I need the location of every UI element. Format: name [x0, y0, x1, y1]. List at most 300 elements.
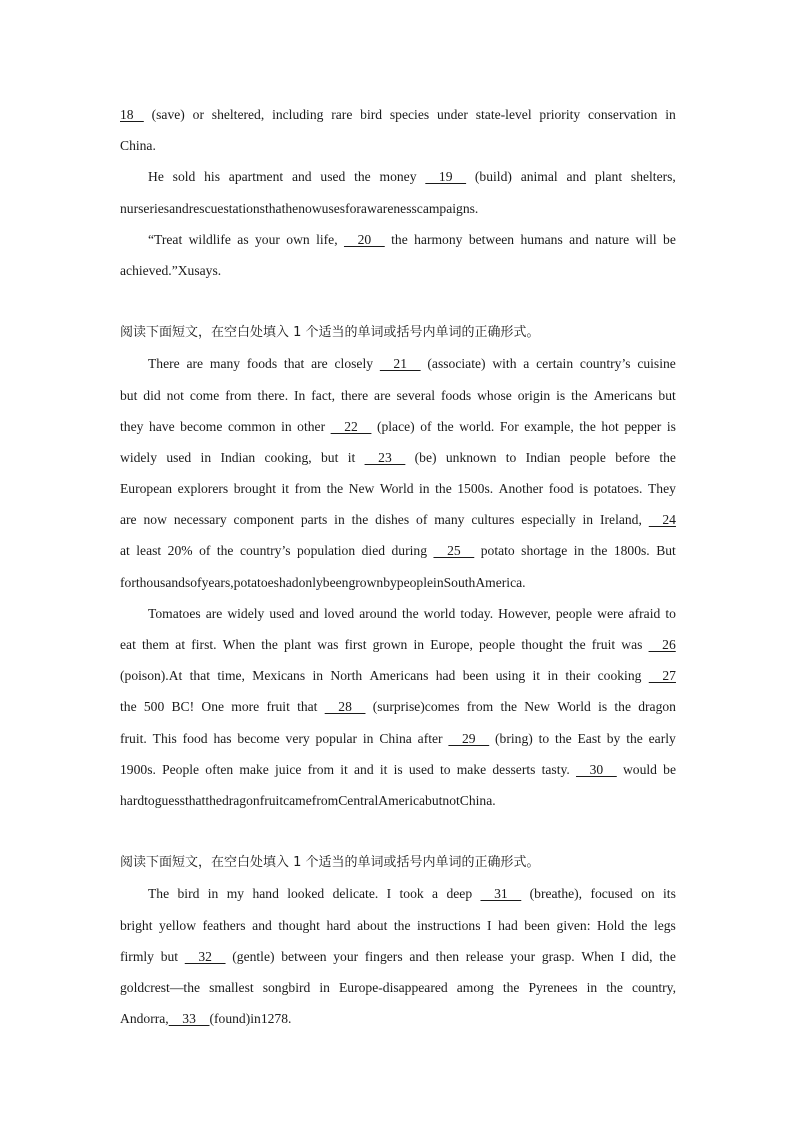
word: 1278. — [260, 1011, 292, 1027]
word: are — [186, 356, 204, 372]
word: the — [555, 730, 572, 746]
word: is — [556, 387, 566, 403]
word: But — [656, 543, 676, 559]
word: but — [658, 387, 676, 403]
word: used — [408, 761, 434, 777]
text-line — [120, 535, 676, 566]
word: grasp. — [541, 948, 575, 964]
word: state-level — [475, 107, 532, 122]
word: took — [399, 886, 424, 902]
word: make — [456, 761, 487, 777]
word: achieved.” — [120, 262, 178, 278]
answer-blank: 19 — [425, 169, 467, 185]
word: were — [597, 605, 624, 621]
word: the — [614, 699, 631, 715]
word: that — [297, 699, 318, 715]
word: parts — [300, 512, 328, 528]
word: yellow — [159, 917, 197, 933]
word: it — [340, 761, 348, 777]
word: Americans — [369, 668, 429, 684]
word: the — [502, 979, 520, 995]
word: not — [166, 387, 184, 403]
word: the — [354, 169, 371, 185]
word: He — [148, 169, 164, 185]
word: it — [379, 761, 388, 777]
word: (breathe), — [529, 886, 583, 902]
word: juice — [275, 761, 302, 777]
word: release — [465, 948, 504, 964]
word: about — [357, 917, 388, 933]
word: is — [393, 761, 403, 777]
word: them — [141, 637, 170, 652]
word: the — [626, 730, 643, 746]
text-line — [120, 442, 676, 473]
word: the — [351, 512, 369, 528]
word: from — [466, 699, 494, 715]
word: he — [285, 200, 299, 216]
word: come — [189, 387, 220, 403]
word: songbird — [262, 979, 311, 995]
word: after — [417, 730, 443, 746]
word: by — [606, 730, 621, 746]
text-line — [120, 161, 676, 192]
word: had — [435, 668, 456, 684]
word: country’s — [239, 543, 291, 559]
word: own — [286, 231, 310, 247]
word: plant — [594, 169, 623, 185]
word: did — [143, 387, 161, 403]
word: species — [389, 107, 430, 122]
word: to — [505, 449, 517, 465]
word: the — [500, 699, 518, 715]
word: East — [577, 730, 601, 746]
word: (place) — [376, 418, 415, 434]
word: 1900s. — [120, 761, 156, 777]
paragraph — [120, 878, 676, 1034]
word: Andorra, — [120, 1011, 169, 1027]
word: When — [581, 948, 614, 964]
word: from — [225, 387, 252, 403]
word: at — [175, 637, 186, 652]
word: fruit — [259, 792, 284, 808]
word: as — [237, 231, 249, 247]
word: focused — [590, 886, 633, 902]
word: it — [281, 481, 290, 497]
word: for — [345, 200, 361, 216]
passage — [120, 286, 676, 816]
word: people — [478, 637, 516, 652]
word: sold — [172, 169, 196, 185]
word: cuisine — [637, 356, 676, 372]
word: awareness — [360, 200, 417, 216]
word: potatoes — [233, 574, 279, 590]
word: his — [204, 169, 220, 185]
word: several — [396, 387, 436, 403]
word: to — [665, 605, 676, 621]
word: in — [207, 886, 219, 902]
word: been — [462, 668, 489, 684]
word: but — [425, 792, 443, 808]
word: using — [495, 668, 526, 684]
word: be — [663, 231, 676, 247]
word: (bring) — [495, 730, 533, 746]
word: looked — [287, 886, 325, 902]
word: World — [379, 481, 414, 497]
text-line — [120, 99, 676, 130]
word: make — [239, 761, 269, 777]
word: component — [233, 512, 294, 528]
word: from — [311, 792, 339, 808]
word: There — [148, 356, 180, 372]
text-line — [120, 380, 676, 411]
passage — [120, 99, 676, 286]
text-line — [120, 1003, 676, 1034]
text-line — [120, 224, 676, 255]
word: Ireland, — [599, 512, 642, 528]
text-line — [120, 723, 676, 754]
word: of — [420, 418, 432, 434]
passage — [120, 816, 676, 1034]
word: on — [641, 886, 655, 902]
word: for — [120, 574, 136, 590]
word: used — [320, 169, 346, 185]
word: are — [205, 605, 223, 621]
word: bright — [120, 917, 153, 933]
word: New — [348, 481, 375, 497]
word: had — [498, 917, 518, 933]
word: apartment — [228, 169, 284, 185]
word: grown — [348, 574, 384, 590]
word: in — [573, 543, 585, 559]
answer-blank: 30 — [576, 761, 617, 777]
word: (save) — [151, 107, 185, 122]
word: in — [334, 512, 345, 528]
word: has — [213, 730, 232, 746]
word: legs — [653, 917, 676, 933]
word: in — [319, 979, 330, 995]
word: in — [665, 107, 676, 122]
word: Tomatoes — [148, 605, 201, 621]
word: For — [499, 418, 519, 434]
word: People — [162, 761, 200, 777]
word: and — [299, 605, 319, 621]
word: (gentle) — [232, 948, 275, 964]
word: in — [281, 418, 292, 434]
word: came — [283, 792, 312, 808]
word: potato — [480, 543, 515, 559]
word: This — [152, 730, 177, 746]
word: food — [182, 730, 208, 746]
word: campaigns. — [416, 200, 479, 216]
word: (found)in — [209, 1011, 261, 1027]
word: that — [264, 200, 286, 216]
word: to — [538, 730, 550, 746]
word: country’s — [579, 356, 631, 372]
word: widely — [227, 605, 265, 621]
word: it — [532, 668, 541, 684]
word: the — [435, 481, 452, 497]
word: the — [569, 637, 586, 652]
word: a — [432, 886, 439, 902]
text-line — [120, 567, 676, 598]
word: 1500s. — [457, 481, 494, 497]
word: explorers — [177, 481, 229, 497]
word: grown — [372, 637, 408, 652]
word: during — [391, 543, 427, 559]
word: Europe-disappeared — [339, 979, 448, 995]
text-line — [120, 972, 676, 1003]
word: my — [226, 886, 245, 902]
word: shortage — [521, 543, 568, 559]
word: hard — [326, 917, 351, 933]
answer-blank: 26 — [648, 637, 676, 652]
word: among — [456, 979, 494, 995]
word: fruit. — [120, 730, 147, 746]
word: from — [294, 481, 322, 497]
word: a — [523, 356, 530, 372]
word: I — [386, 886, 392, 902]
word: was — [317, 637, 339, 652]
word: cooking — [597, 668, 642, 684]
word: North — [330, 668, 363, 684]
word: been — [524, 917, 550, 933]
word: common — [227, 418, 276, 434]
word: that — [283, 356, 305, 372]
word: rare — [331, 107, 353, 122]
word: brought — [233, 481, 277, 497]
word: (surprise)comes — [372, 699, 460, 715]
text-line — [120, 504, 676, 535]
word: first — [344, 637, 367, 652]
word: have — [148, 418, 175, 434]
text-line — [120, 193, 676, 224]
word: thought — [278, 917, 320, 933]
word: nature — [595, 231, 630, 247]
word: Another — [498, 481, 544, 497]
word: people — [569, 449, 606, 465]
word: it — [347, 449, 356, 465]
word: Americans — [593, 387, 653, 403]
word: thought — [521, 637, 563, 652]
word: with — [492, 356, 517, 372]
paragraph — [120, 598, 676, 816]
word: are — [120, 512, 137, 528]
word: then — [435, 948, 460, 964]
word: dragon — [638, 699, 676, 715]
word: more — [231, 699, 260, 715]
word: and — [566, 169, 587, 185]
word: in — [312, 668, 324, 684]
answer-blank: 32 — [184, 948, 226, 964]
answer-blank: 27 — [648, 668, 676, 684]
word: the — [205, 792, 222, 808]
paragraph — [120, 99, 676, 161]
word: your — [510, 948, 536, 964]
word: its — [663, 886, 676, 902]
answer-blank: 23 — [364, 449, 406, 465]
word: certain — [536, 356, 574, 372]
word: However, — [498, 605, 551, 621]
word: first. — [191, 637, 217, 652]
paragraph — [120, 161, 676, 223]
word: China — [379, 730, 412, 746]
word: but — [120, 387, 138, 403]
word: in — [362, 730, 374, 746]
word: widely — [120, 449, 157, 465]
word: other — [297, 418, 326, 434]
word: of — [190, 574, 202, 590]
word: especially — [521, 512, 576, 528]
word: are — [311, 356, 328, 372]
word: there — [340, 387, 369, 403]
passage-instruction: 阅读下面短文，在空白处填入 1 个适当的单词或括号内单词的正确形式。 — [120, 325, 540, 341]
word: priority — [539, 107, 581, 122]
word: been — [322, 574, 349, 590]
word: people — [555, 605, 593, 621]
word: in — [582, 512, 594, 528]
word: cooking, — [264, 449, 312, 465]
word: delicate. — [332, 886, 379, 902]
word: used — [269, 605, 295, 621]
word: animal — [520, 169, 558, 185]
word: is — [579, 481, 589, 497]
word: would — [622, 761, 657, 777]
word: foods — [246, 356, 278, 372]
word: Central — [338, 792, 379, 808]
word: rescue — [188, 200, 224, 216]
word: food — [548, 481, 574, 497]
word: bird — [177, 886, 200, 902]
text-line — [120, 411, 676, 442]
word: the — [579, 418, 596, 434]
word: example, — [524, 418, 574, 434]
word: and — [252, 917, 272, 933]
word: origin — [517, 387, 551, 403]
word: the — [659, 449, 676, 465]
word: around — [359, 605, 397, 621]
word: had — [278, 574, 299, 590]
word: Indian — [525, 449, 561, 465]
word: many — [209, 356, 241, 372]
word: plant — [283, 637, 312, 652]
word: guess — [154, 792, 185, 808]
word: China. — [120, 138, 156, 154]
word: the — [216, 543, 234, 559]
word: instructions — [417, 917, 481, 933]
word: South — [443, 574, 476, 590]
word: in — [413, 637, 425, 652]
word: now — [298, 200, 322, 216]
word: in — [547, 668, 559, 684]
word: population — [297, 543, 356, 559]
word: your — [333, 948, 359, 964]
word: at — [120, 543, 130, 559]
word: “Treat — [148, 231, 183, 247]
word: the — [261, 637, 278, 652]
text-line — [120, 754, 676, 785]
word: World — [557, 699, 591, 715]
word: America. — [475, 574, 526, 590]
word: the — [571, 387, 588, 403]
word: from — [307, 761, 335, 777]
word: of — [416, 512, 428, 528]
word: and — [409, 948, 429, 964]
answer-blank: 29 — [448, 730, 490, 746]
word: 20% — [167, 543, 193, 559]
text-line — [120, 691, 676, 722]
word: and — [291, 169, 312, 185]
word: America — [378, 792, 426, 808]
text-line — [120, 785, 676, 816]
answer-blank: 25 — [433, 543, 475, 559]
word: the — [120, 699, 137, 715]
word: popular — [315, 730, 358, 746]
word: died — [361, 543, 386, 559]
word: and — [569, 231, 589, 247]
word: dragon — [221, 792, 260, 808]
text-line — [120, 629, 676, 660]
word: the — [393, 917, 411, 933]
word: harmony — [414, 231, 463, 247]
word: world. — [459, 418, 495, 434]
word: feathers — [202, 917, 246, 933]
section-gap — [120, 816, 676, 847]
word: thousands — [135, 574, 191, 590]
word: China. — [459, 792, 496, 808]
word: Pyrenees — [528, 979, 578, 995]
word: there. — [257, 387, 289, 403]
text-line — [120, 255, 676, 286]
word: Indian — [220, 449, 256, 465]
word: the — [630, 917, 648, 933]
word: the — [437, 418, 454, 434]
word: now — [143, 512, 167, 528]
word: that — [189, 668, 211, 684]
word: (be) — [414, 449, 437, 465]
word: time, — [217, 668, 245, 684]
word: necessary — [173, 512, 227, 528]
word: conservation — [588, 107, 658, 122]
word: given: — [556, 917, 591, 933]
word: eat — [120, 637, 136, 652]
word: I — [487, 917, 492, 933]
word: years, — [201, 574, 234, 590]
word: 1800s. — [613, 543, 650, 559]
word: sheltered, — [211, 107, 265, 122]
word: dishes — [375, 512, 410, 528]
word: (build) — [474, 169, 512, 185]
word: become — [237, 730, 280, 746]
paragraph — [120, 224, 676, 286]
word: is — [598, 699, 608, 715]
word: nurseries — [120, 200, 170, 216]
paragraph — [120, 348, 676, 598]
text-line — [120, 130, 676, 161]
passage-instruction: 阅读下面短文，在空白处填入 1 个适当的单词或括号内单词的正确形式。 — [120, 855, 540, 871]
answer-blank: 21 — [379, 356, 421, 372]
word: before — [615, 449, 650, 465]
word: between — [281, 948, 327, 964]
word: wildlife — [188, 231, 231, 247]
text-line — [120, 473, 676, 504]
word: The — [148, 886, 170, 902]
text-line — [120, 598, 676, 629]
word: they — [120, 418, 144, 434]
word: did, — [631, 948, 653, 964]
word: 500 — [143, 699, 165, 715]
answer-blank: 28 — [324, 699, 366, 715]
word: deep — [446, 886, 473, 902]
